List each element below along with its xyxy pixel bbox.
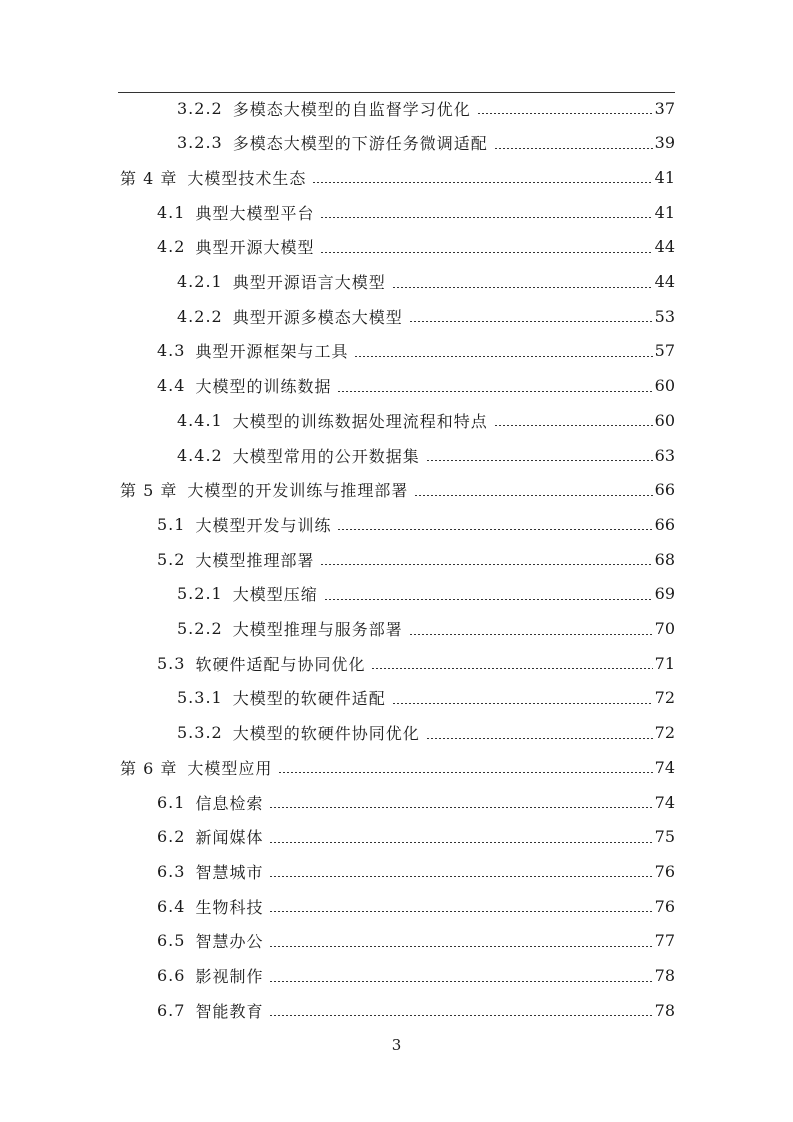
dot-leader [414,495,652,496]
toc-entry-number: 第 5 章 [120,481,178,501]
toc-entry-number: 第 4 章 [120,168,178,188]
dot-leader [269,1015,652,1016]
toc-entry-page: 41 [654,167,675,187]
toc-entry-page: 72 [654,688,675,708]
toc-entry-title: 大模型压缩 [232,585,318,605]
toc-entry-number: 6.4 [157,896,186,916]
toc-entry-page: 72 [654,723,675,743]
toc-entry-title: 大模型的训练数据处理流程和特点 [232,411,488,431]
toc-entry[interactable] [157,195,675,229]
toc-entry-page: 41 [654,202,675,222]
toc-entry[interactable] [120,160,675,194]
toc-entry-number: 4.3 [157,341,186,361]
toc-entry-number: 5.2.1 [177,584,223,604]
toc-entry-number: 6.1 [157,792,186,812]
dot-leader [354,356,652,357]
dot-leader [337,529,652,530]
toc-entry-page: 78 [654,1000,675,1020]
toc-entry-page: 66 [654,480,675,500]
toc-entry-page: 71 [654,653,675,673]
toc-entry[interactable] [157,542,675,576]
toc-entry[interactable] [177,299,675,333]
dot-leader [269,807,652,808]
toc-entry[interactable] [177,716,675,750]
toc-entry-number: 4.2 [157,237,186,257]
toc-entry[interactable] [157,646,675,680]
toc-entry[interactable] [157,959,675,993]
dot-leader [494,425,653,426]
toc-entry-title: 典型开源语言大模型 [232,273,386,292]
toc-entry-number: 3.2.2 [177,98,223,118]
toc-entry-title: 多模态大模型的下游任务微调适配 [232,134,488,154]
dot-leader [409,321,653,322]
toc-entry-number: 6.5 [157,931,186,951]
page-number: 3 [391,1036,402,1054]
toc-entry-title: 影视制作 [195,967,264,986]
toc-entry[interactable] [157,889,675,923]
dot-leader [320,217,652,218]
toc-entry-title: 软硬件适配与协同优化 [195,654,366,674]
toc-entry-title: 多模态大模型的自监督学习优化 [232,99,471,119]
toc-entry-page: 74 [654,757,675,777]
toc-entry-title: 大模型的训练数据 [195,377,332,397]
toc-entry[interactable] [177,265,675,299]
toc-entry[interactable] [157,507,675,541]
dot-leader [477,113,653,114]
toc-entry-page: 68 [654,549,675,569]
dot-leader [269,946,652,947]
toc-entry-page: 78 [654,966,675,985]
toc-entry-number: 4.4 [157,376,186,396]
toc-entry[interactable] [157,334,675,368]
toc-entry-number: 5.3.1 [177,688,223,708]
toc-entry-number: 4.4.1 [177,410,223,430]
toc-entry-title: 典型开源框架与工具 [195,342,349,362]
dot-leader [312,182,652,183]
toc-entry-page: 75 [654,827,675,847]
dot-leader [409,634,653,635]
toc-entry[interactable] [177,126,675,160]
toc-entry-page: 60 [654,376,675,396]
toc-entry[interactable] [157,924,675,958]
dot-leader [324,599,653,600]
toc-entry-title: 大模型应用 [187,758,273,778]
toc-entry-title: 新闻媒体 [195,828,264,848]
toc-entry-page: 53 [654,306,675,326]
toc-entry-page: 76 [654,861,675,881]
toc-entry[interactable] [157,820,675,854]
toc-entry-page: 63 [654,445,675,465]
toc-entry[interactable] [157,785,675,819]
toc-entry-title: 典型大模型平台 [195,203,315,223]
dot-leader [426,738,653,739]
toc-entry-number: 第 6 章 [120,758,178,778]
toc-entry-title: 大模型常用的公开数据集 [232,446,420,466]
toc-entry-title: 智慧办公 [195,932,264,952]
toc-entry-number: 5.3.2 [177,723,223,743]
toc-entry-page: 44 [654,237,675,257]
toc-entry[interactable] [177,403,675,437]
toc-entry-title: 大模型的开发训练与推理部署 [187,481,409,501]
toc-entry-number: 4.2.2 [177,306,223,326]
toc-entry-number: 4.1 [157,202,186,222]
toc-entry-title: 大模型技术生态 [187,168,307,188]
toc-entry-number: 6.2 [157,827,186,847]
toc-entry[interactable] [177,577,675,611]
dot-leader [269,876,652,877]
toc-entry-number: 4.2.1 [177,272,223,291]
toc-entry-title: 大模型开发与训练 [195,515,332,535]
toc-entry-number: 6.3 [157,861,186,881]
toc-entry-number: 3.2.3 [177,133,223,153]
toc-entry-page: 69 [654,584,675,604]
toc-entry[interactable] [157,369,675,403]
toc-entry-page: 66 [654,514,675,534]
toc-entry-page: 57 [654,341,675,361]
dot-leader [320,564,652,565]
toc-entry-page: 39 [654,133,675,153]
toc-entry[interactable] [157,993,675,1027]
toc-entry-title: 大模型推理与服务部署 [232,620,403,639]
toc-entry-title: 智慧城市 [195,862,264,882]
dot-leader [269,981,652,982]
toc-entry-number: 5.2.2 [177,619,223,638]
toc-entry-title: 大模型的软硬件适配 [232,689,386,709]
toc-entry-page: 74 [654,792,675,812]
toc-entry[interactable] [120,750,675,784]
dot-leader [494,148,653,149]
toc-entry[interactable] [177,681,675,715]
dot-leader [278,772,652,773]
toc-entry[interactable] [120,473,675,507]
toc-entry-page: 37 [654,98,675,118]
toc-entry-page: 44 [654,272,675,291]
toc-entry-number: 4.4.2 [177,445,223,465]
toc-entry-number: 5.2 [157,549,186,569]
toc-entry[interactable] [177,91,675,125]
toc-entry-title: 智能教育 [195,1001,264,1021]
dot-leader [337,391,652,392]
toc-entry-number: 5.1 [157,514,186,534]
dot-leader [426,460,653,461]
toc-entry-title: 大模型推理部署 [195,550,315,570]
toc-entry[interactable] [177,438,675,472]
toc-entry[interactable] [177,612,675,646]
dot-leader [371,668,652,669]
toc-entry[interactable] [157,854,675,888]
dot-leader [269,911,652,912]
toc-entry-page: 70 [654,619,675,638]
toc-entry-page: 76 [654,896,675,916]
toc-entry-title: 典型开源多模态大模型 [232,307,403,327]
dot-leader [269,842,652,843]
toc-entry-title: 大模型的软硬件协同优化 [232,724,420,744]
toc-entry-page: 60 [654,410,675,430]
toc-entry-number: 5.3 [157,653,186,673]
toc-entry[interactable] [157,230,675,264]
toc-entry-page: 77 [654,931,675,951]
toc-entry-number: 6.6 [157,966,186,985]
dot-leader [320,252,652,253]
toc-entry-title: 生物科技 [195,897,264,917]
dot-leader [392,287,653,288]
toc-entry-number: 6.7 [157,1000,186,1020]
dot-leader [392,703,653,704]
toc-entry-title: 信息检索 [195,793,264,813]
toc-entry-title: 典型开源大模型 [195,238,315,258]
